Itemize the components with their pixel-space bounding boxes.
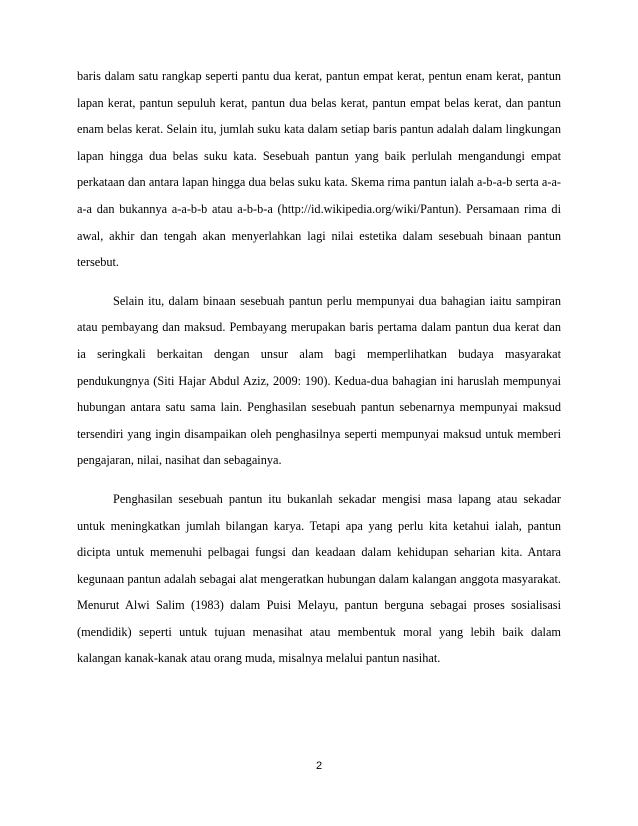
document-body [77,63,561,672]
page-number: 2 [315,760,323,772]
paragraph-1: baris dalam satu rangkap seperti pantu dua kerat, pantun empat kerat, pentun enam kerat, pantun lapan kerat, pantun sepuluh kerat, pantun dua belas kerat, pantun empat belas kerat, dan pantun enam belas kerat. Selain itu, jumlah suku kata dalam setiap baris pantun adalah dalam lingkungan lapan hingga dua belas suku kata. Sesebuah pantun yang baik perlulah mengandungi empat perkataan dan antara lapan hingga dua belas suku kata. Skema rima pantun ialah a-b-a-b serta a-a-a-a dan bukannya a-a-b-b atau a-b-b-a (http://id.wikipedia.org/wiki/Pantun). Persamaan rima di awal, akhir dan tengah akan menyerlahkan lagi nilai estetika dalam sesebuah binaan pantun tersebut. [77,69,561,270]
paragraph-3: Penghasilan sesebuah pantun itu bukanlah sekadar mengisi masa lapang atau sekadar untuk meningkatkan jumlah bilangan karya. Tetapi apa yang perlu kita ketahui ialah, pantun dicipta untuk memenuhi pelbagai fungsi dan keadaan dalam kehidupan seharian kita. Antara kegunaan pantun adalah sebagai alat mengeratkan hubungan dalam kalangan anggota masyarakat. Menurut Alwi Salim (1983) dalam Puisi Melayu, pantun berguna sebagai proses sosialisasi (mendidik) seperti untuk tujuan menasihat atau membentuk moral yang lebih baik dalam kalangan kanak-kanak atau orang muda, misalnya melalui pantun nasihat. [77,491,561,666]
paragraph-2: Selain itu, dalam binaan sesebuah pantun perlu mempunyai dua bahagian iaitu sampiran atau pembayang dan maksud. Pembayang merupakan baris pertama dalam pantun dua kerat dan ia seringkali berkaitan dengan unsur alam bagi memperlihatkan budaya masyarakat pendukungnya (Siti Hajar Abdul Aziz, 2009: 190). Kedua-dua bahagian ini haruslah mempunyai hubungan antara satu sama lain. Penghasilan sesebuah pantun sebenarnya mempunyai maksud tersendiri yang ingin disampaikan oleh penghasilnya seperti mempunyai maksud untuk memberi pengajaran, nilai, nasihat dan sebagainya. [77,293,561,468]
